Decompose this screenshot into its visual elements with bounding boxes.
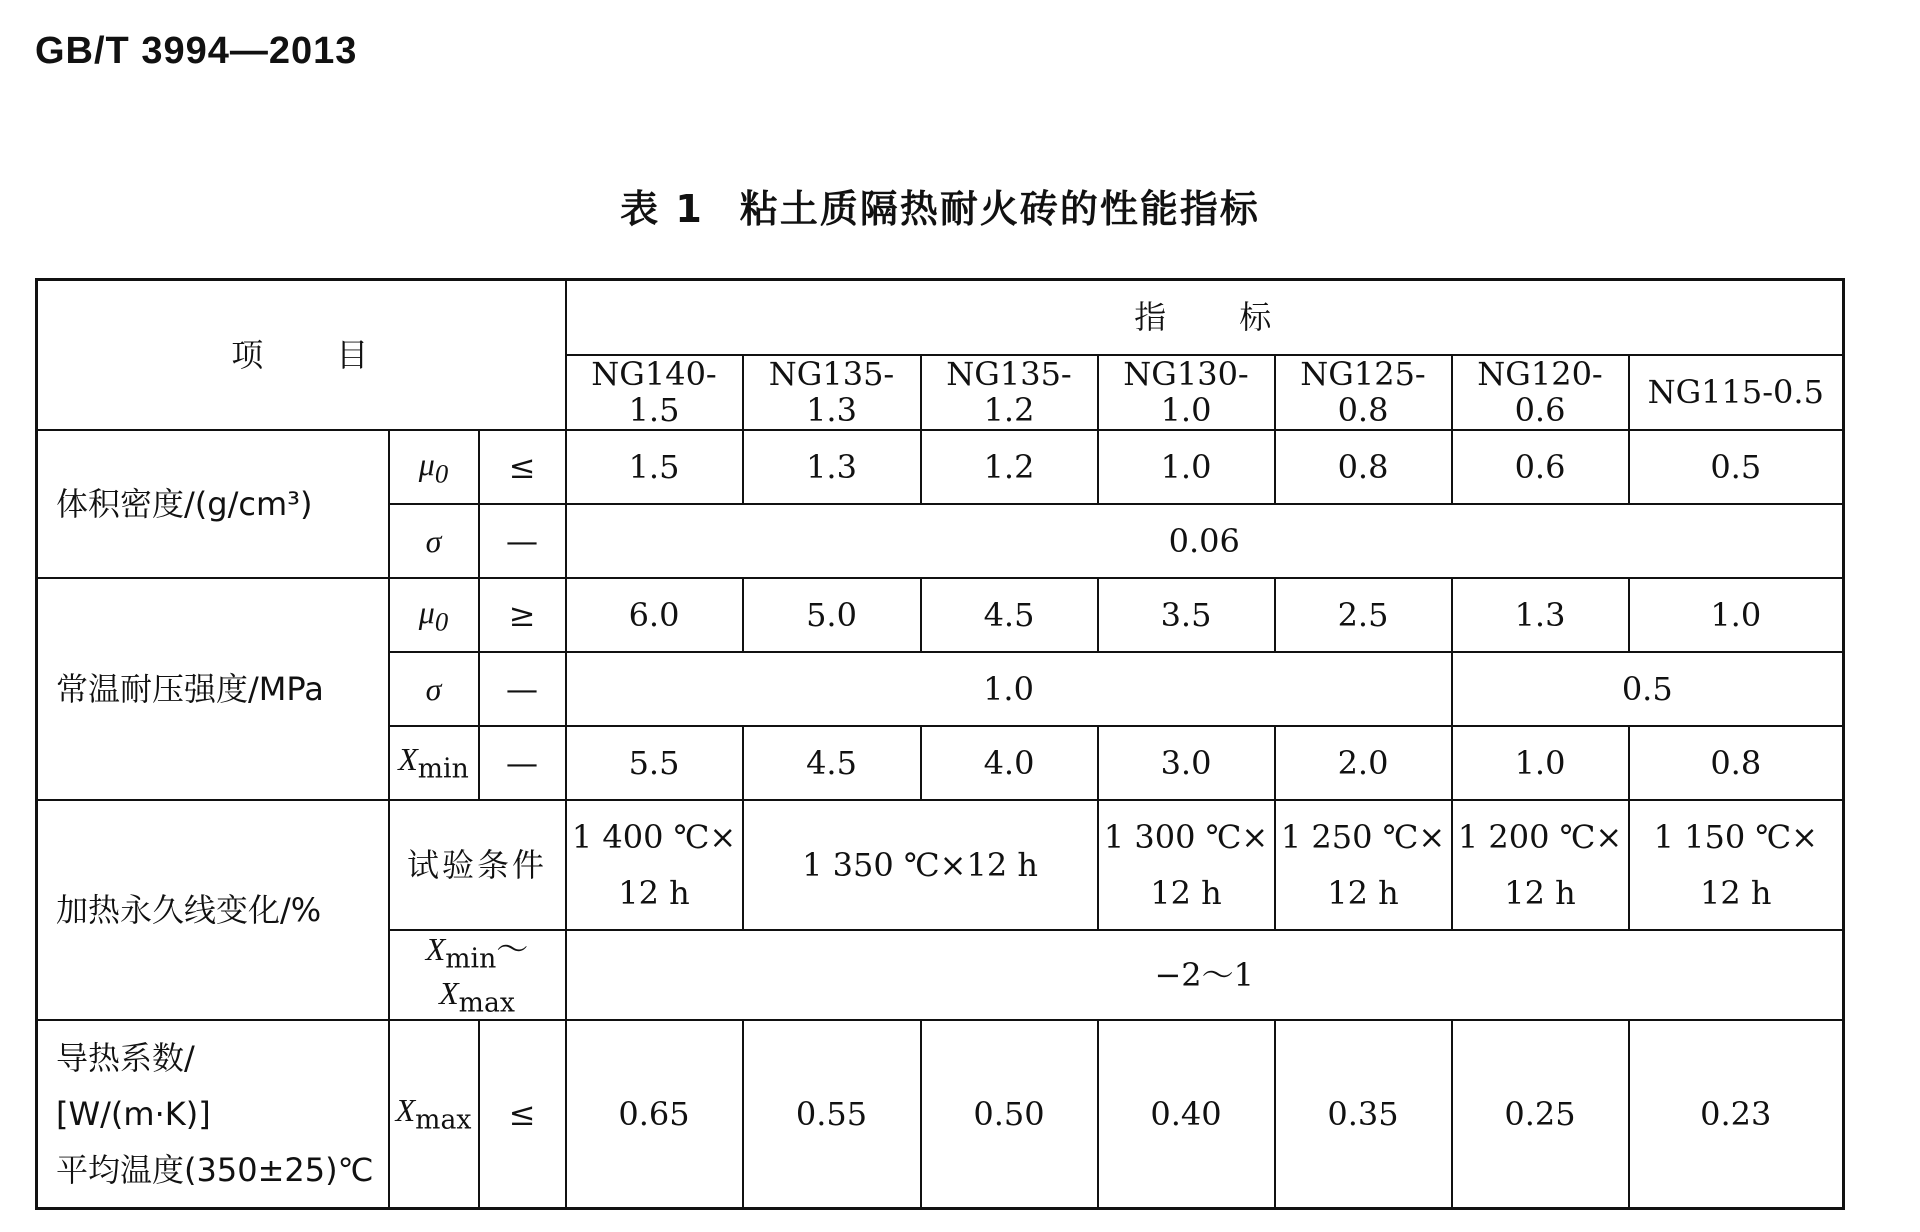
strength-value: 2.5 xyxy=(1275,578,1452,652)
strength-value: 4.5 xyxy=(921,578,1098,652)
comparison-symbol: — xyxy=(479,652,566,726)
test-condition-label: 试验条件 xyxy=(389,800,566,930)
comparison-symbol: — xyxy=(479,726,566,800)
strength-min-value: 0.8 xyxy=(1629,726,1844,800)
table-number: 表 1 xyxy=(620,187,704,231)
range-symbol: $X_{min}\sim X_{max}$ xyxy=(389,930,566,1020)
strength-min-value: 4.5 xyxy=(743,726,921,800)
density-value: 0.5 xyxy=(1629,430,1844,504)
mean-symbol: $\mu_0$ xyxy=(389,430,479,504)
grade-header: NG135-1.2 xyxy=(921,355,1098,431)
xmax-symbol: $X_{max}$ xyxy=(389,1020,479,1208)
density-value: 1.3 xyxy=(743,430,921,504)
standard-code: GB/T 3994—2013 xyxy=(35,30,358,72)
comparison-symbol: ≤ xyxy=(479,430,566,504)
strength-value: 3.5 xyxy=(1098,578,1275,652)
plc-range-value: −2～1 xyxy=(566,930,1844,1020)
test-condition: 1 300 ℃× 12 h xyxy=(1098,800,1275,930)
conductivity-value: 0.50 xyxy=(921,1020,1098,1208)
index-header: 指 标 xyxy=(566,280,1844,355)
strength-sigma-value: 0.5 xyxy=(1452,652,1844,726)
grade-header: NG125-0.8 xyxy=(1275,355,1452,431)
strength-value: 6.0 xyxy=(566,578,743,652)
density-value: 1.5 xyxy=(566,430,743,504)
test-condition: 1 150 ℃× 12 h xyxy=(1629,800,1844,930)
grade-header: NG135-1.3 xyxy=(743,355,921,431)
sigma-symbol: σ xyxy=(389,652,479,726)
strength-min-value: 4.0 xyxy=(921,726,1098,800)
density-label: 体积密度/(g/cm³) xyxy=(37,430,389,578)
grade-header: NG115-0.5 xyxy=(1629,355,1844,431)
test-condition: 1 250 ℃× 12 h xyxy=(1275,800,1452,930)
sigma-symbol: σ xyxy=(389,504,479,578)
conductivity-label: 导热系数/ [W/(m·K)] 平均温度(350±25)℃ xyxy=(37,1020,389,1208)
xmin-symbol: $X_{min}$ xyxy=(389,726,479,800)
table-row xyxy=(37,578,1844,652)
strength-value: 1.0 xyxy=(1629,578,1844,652)
comparison-symbol: ≥ xyxy=(479,578,566,652)
conductivity-value: 0.23 xyxy=(1629,1020,1844,1208)
comparison-symbol: ≤ xyxy=(479,1020,566,1208)
grade-header: NG120-0.6 xyxy=(1452,355,1629,431)
density-value: 0.8 xyxy=(1275,430,1452,504)
table-row xyxy=(37,1020,1844,1208)
strength-sigma-value: 1.0 xyxy=(566,652,1452,726)
strength-value: 1.3 xyxy=(1452,578,1629,652)
density-value: 0.6 xyxy=(1452,430,1629,504)
item-header: 项 目 xyxy=(37,280,566,431)
density-value: 1.0 xyxy=(1098,430,1275,504)
table-title xyxy=(0,178,1880,233)
strength-min-value: 3.0 xyxy=(1098,726,1275,800)
strength-min-value: 5.5 xyxy=(566,726,743,800)
table-row xyxy=(37,800,1844,930)
table-row xyxy=(37,430,1844,504)
grade-header: NG130-1.0 xyxy=(1098,355,1275,431)
mean-symbol: $\mu_0$ xyxy=(389,578,479,652)
density-sigma-value: 0.06 xyxy=(566,504,1844,578)
test-condition: 1 350 ℃×12 h xyxy=(743,800,1098,930)
table-title-text: 粘土质隔热耐火砖的性能指标 xyxy=(739,187,1260,231)
conductivity-value: 0.40 xyxy=(1098,1020,1275,1208)
properties-table xyxy=(35,278,1845,1210)
test-condition: 1 400 ℃× 12 h xyxy=(566,800,743,930)
strength-min-value: 2.0 xyxy=(1275,726,1452,800)
strength-min-value: 1.0 xyxy=(1452,726,1629,800)
test-condition: 1 200 ℃× 12 h xyxy=(1452,800,1629,930)
conductivity-value: 0.25 xyxy=(1452,1020,1629,1208)
plc-label: 加热永久线变化/% xyxy=(37,800,389,1020)
conductivity-value: 0.35 xyxy=(1275,1020,1452,1208)
conductivity-value: 0.55 xyxy=(743,1020,921,1208)
comparison-symbol: — xyxy=(479,504,566,578)
strength-value: 5.0 xyxy=(743,578,921,652)
strength-label: 常温耐压强度/MPa xyxy=(37,578,389,800)
grade-header: NG140-1.5 xyxy=(566,355,743,431)
conductivity-value: 0.65 xyxy=(566,1020,743,1208)
density-value: 1.2 xyxy=(921,430,1098,504)
